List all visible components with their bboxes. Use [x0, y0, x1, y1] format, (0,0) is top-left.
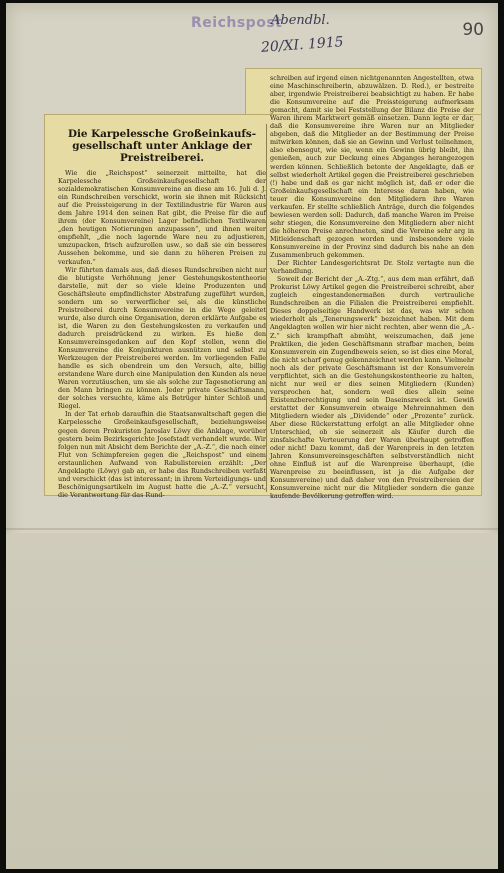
article-left-column [58, 128, 266, 499]
article-paragraph: Soweit der Bericht der „A.-Ztg.“, aus dem man erfährt, daß Prokurist Löwy Artikel gegen die Preistreiberei schreibt, aber zugleich eingestandenermaßen durch vertrauliche Rundschreiben an die Filialen die Preistreiberei empfiehlt. Dieses doppelseitige Handwerk ist das, was wir schon wiederholt als „Tenerungswerk“ bezeichnet haben. Mit dem Angeklagten wollen wir hier nicht rechten, aber wenn die „A.-Z.“ sich krampfhaft abmüht, weiszumachen, daß jene Praktiken, die jeden Geschäftsmann strafbar machen, beim Konsumverein ein Zugendbeweis seien, so ist dies eine Moral, die nicht scharf genug gekennzeichnet werden kann. Vielmehr noch als der private Geschäftsmann ist der Konsumverein verpflichtet, sich an die Gestehungskostentheorie zu halten, nicht nur weil er dies seinen Mitgliedern (Kunden) versprochen hat, sondern weil dies allein seine Existenzberechtigung und sein Daseinszweck ist. Gewiß erstattet der Konsumverein etwaige Mehreinnahmen den Mitgliedern wieder als „Dividende“ oder „Prozente“ zurück. Aber diese Rückerstattung erfolgt an alle Mitglieder ohne Unterschied, ob sie seinerzeit als Käufer durch die zinsfalschafte Verteuerung der Waren überhaupt getroffen oder nicht! Dazu kommt, daß der Warenpreis in den letzten Jahren Konsumvereinsgeschäften selbstverständlich nicht ohne Einfluß ist auf die Warenpreise überhaupt, (die Warenpreise zu beeinflussen, ist ja die Aufgabe der Konsumvereine) und daß daher von den Preistreibereien der Konsumvereine nicht nur die Mitglieder sondern die ganze kaufende Bevölkerung getroffen wird. [270, 275, 474, 501]
sheet-lower-blank [6, 533, 498, 869]
page-number: 90 [462, 20, 484, 40]
handwritten-edition-note: Abendbl. [271, 13, 330, 28]
article-headline: Die Karpelessche Großeinkaufs-gesellschaft unter Anklage der Preistreiberei. [67, 128, 257, 164]
article-paragraph-continued: schreiben auf irgend einen nichtgenannten Angestellten, etwa eine Maschinschreiberin, abzuwälzen. D. Red.), er bestreite aber, irgendwie Preistreiberei beabsichtigt zu haben. Er habe die Konsumvereine auf die Preissteigerung aufmerksam gemacht, damit sie bei Feststellung der Bilanz die Preise der Waren ihrem Marktwert gemäß einsetzen. Dann legte er dar, daß die Konsumvereine ihre Waren nur an Mitglieder abgeben, daß die Mitglieder an der Bestimmung der Preise mitwirken können, daß sie an Gewinn und Verlust teilnehmen, also ebensogut, wie sie, wenn ein Gewinn übrig bleibt, ihn genießen, auch zur Deckung eines Abganges herangezogen werden können. Schließlich betonte der Angeklagte, daß er selbst wiederholt Artikel gegen die Preistreiberei geschrieben (!) habe und daß es gar nicht möglich ist, daß er oder die Großeinkaufsgesellschaft ein Interesse daran haben, wie teuer die Konsumvereine den Mitgliedern ihre Waren verkaufen. Er stellte schließlich Anträge, durch die folgendes bewiesen werden soll: Dadurch, daß manche Waren im Preise sehr stiegen, die Konsumvereine den Mitgliedern aber nicht die höheren Preise anrechneten, sind die Vereine sehr arg in Mitleidenschaft gezogen worden und insbesondere viele Konsumvereine in der Provinz sind dadurch bis nahe an den Zusammenbruch gekommen. [270, 74, 474, 260]
handwritten-date: 20/XI. 1915 [260, 34, 345, 56]
sheet-header [6, 3, 498, 63]
article-paragraph: Wir führten damals aus, daß dieses Rundschreiben nicht nur die blutigste Verhöhnung jener Gestehungskostentheorie darstelle, mit der so viele kleine Produzenten und Geschäftsleute empfindlichster Abstrafung zugeführt wurden, sondern um so verwerflicher sei, als die künstliche Preistreiberei durch Konsumvereine in die Wege geleitet wurde, also durch eine Organisation, deren erklärte Aufgabe es ist, die Waren zu den Gestehungskosten zu verkaufen und dadurch preisdrückend zu wirken. Es hieße den Konsumvereinsgedanken auf den Kopf stellen, wenn die Konsumvereine die Konjunkturen ausnützen und selbst zu Werkzeugen der Preistreiberei werden. Im vorliegenden Falle handle es sich obendrein um den Versuch, alte, billig erstandene Ware durch eine Manipulation den Kunden als neue Waren vorzutäuschen, um sie als solche zur Tagesnotierung an den Mann bringen zu können. Jeder private Geschäftsmann, der solches versuchte, käme als Betrüger hinter Schloß und Riegel. [58, 265, 266, 411]
article-right-column [270, 74, 474, 501]
article-paragraph: In der Tat erhob daraufhin die Staatsanwaltschaft gegen die Karpelessche Großeinkaufsgesellschaft, beziehungsweise gegen deren Prokuristen Jaroslav Löwy die Anklage, worüber gestern beim Bezirksgerichte Josefstadt verhandelt wurde. Wir folgen nun mit Absicht dem Berichte der „A.-Z.“, die nach einer Flut von Schimpfereien gegen die „Reichspost“ und einem erstaunlichen Aufwand von Rabulistereien erzählt: „Der Angeklagte (Löwy) gab an, er habe das Rundschreiben verfaßt und verschickt (das ist interessant; in ihrem Verteidigungs- und Beschönigungsartikeln im August hatte die „A.-Z.“ versucht, die Verantwortung für das Rund- [58, 410, 266, 499]
article-paragraph: Wie die „Reichspost“ seinerzeit mitteilte, hat die Karpelessche Großeinkaufsgesellschaft der sozialdemokratischen Konsumvereine an diese am 16. Juli d. J. ein Rundschreiben verschickt, worin sie ihnen mit Rücksicht auf die Preissteigerung in der Textilindustrie für Waren aus dem Jahre 1914 den seinen Rat gibt, die Preise für die auf ihrem (der Konsumvereine) Lager befindlichen Textilwaren „den heutigen Notierungen anzupassen“, und ihnen weiter empfiehlt, „die noch lagernde Ware neu zu adjustieren, umzupacken, frisch aufzurollen usw., so daß sie ein besseres Aussehen bekomme, und sie dann zu höheren Preisen zu verkaufen.“ [58, 169, 266, 266]
paper-fold-line [6, 528, 498, 530]
article-paragraph: Der Richter Landesgerichtsrat Dr. Stolz vertagte nun die Verhandlung. [270, 259, 474, 276]
newspaper-stamp: Reichspost [191, 15, 283, 31]
column-divider [266, 124, 267, 492]
